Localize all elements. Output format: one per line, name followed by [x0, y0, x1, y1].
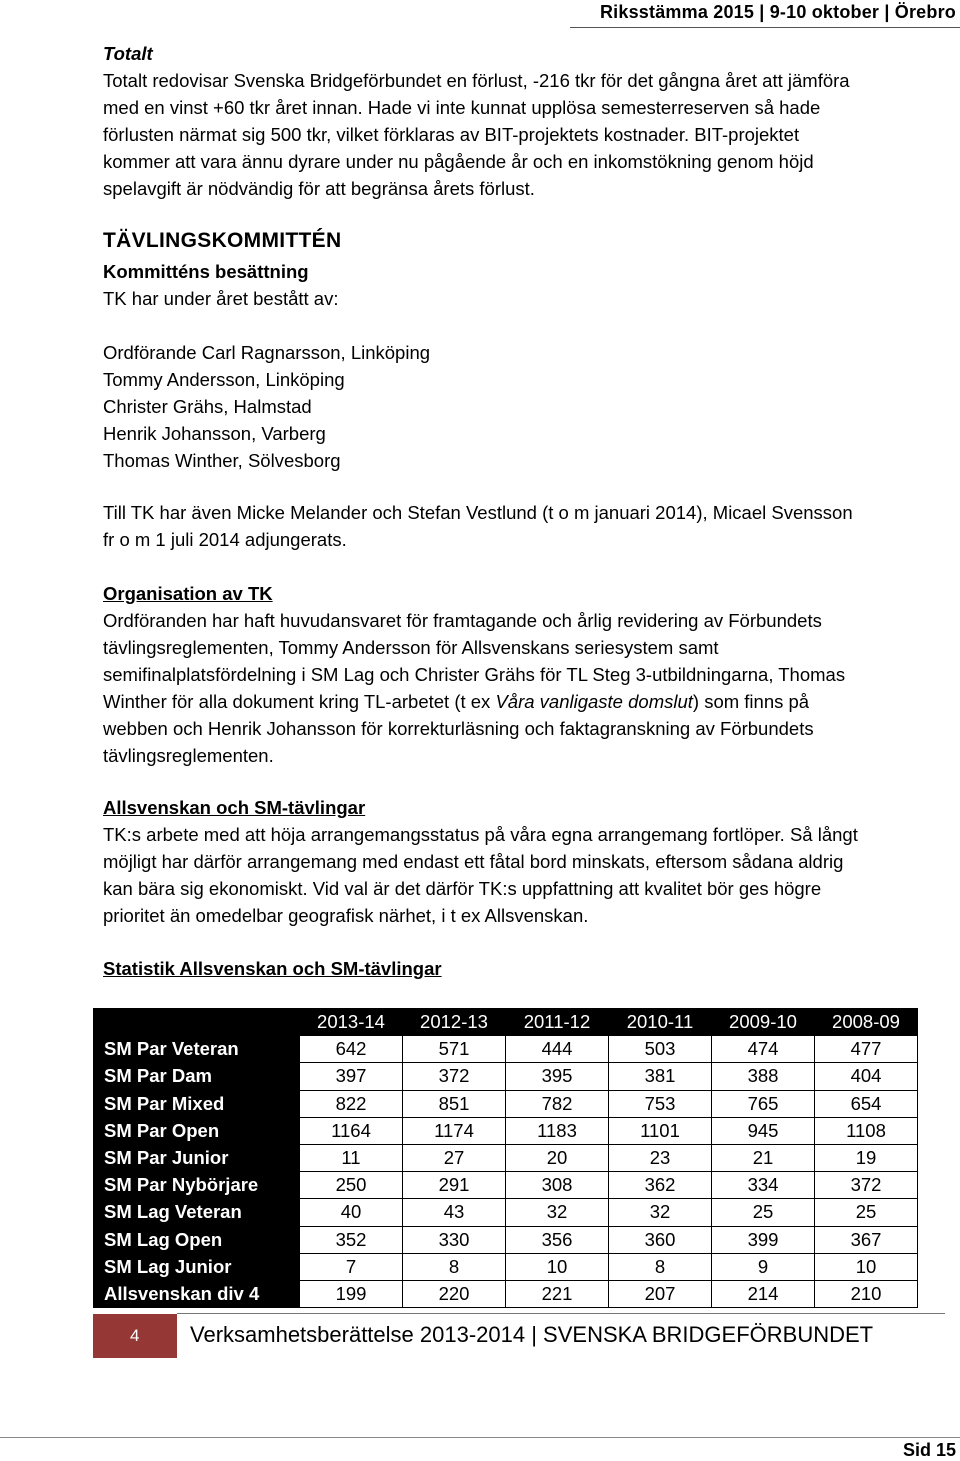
statistics-heading: Statistik Allsvenskan och SM-tävlingar — [103, 958, 442, 979]
table-cell: 397 — [300, 1063, 403, 1090]
organisation-line-italic: Våra vanligaste domslut — [495, 691, 693, 712]
table-cell: 27 — [403, 1144, 506, 1171]
table-cell: 352 — [300, 1226, 403, 1253]
table-cell: 334 — [712, 1172, 815, 1199]
table-cell: 404 — [815, 1063, 918, 1090]
table-cell: 8 — [403, 1253, 506, 1280]
totalt-line: spelavgift är nödvändig för att begränsa årets förlust. — [103, 178, 535, 199]
table-cell: 21 — [712, 1144, 815, 1171]
row-label: SM Par Veteran — [94, 1036, 300, 1063]
table-row — [94, 1226, 918, 1253]
member-item: Tommy Andersson, Linköping — [103, 369, 345, 390]
year-header: 2009-10 — [712, 1009, 815, 1036]
inner-footer-divider — [177, 1313, 945, 1314]
totalt-line: med en vinst +60 tkr året innan. Hade vi inte kunnat upplösa semesterreserven så hade — [103, 97, 821, 118]
inner-page-number-box — [93, 1314, 177, 1358]
table-cell: 367 — [815, 1226, 918, 1253]
table-cell: 360 — [609, 1226, 712, 1253]
table-row — [94, 1280, 918, 1307]
table-cell: 291 — [403, 1172, 506, 1199]
organisation-section — [103, 580, 933, 769]
statistics-table — [93, 1008, 918, 1308]
year-header: 2008-09 — [815, 1009, 918, 1036]
table-cell: 32 — [609, 1199, 712, 1226]
table-cell: 1174 — [403, 1117, 506, 1144]
table-cell: 945 — [712, 1117, 815, 1144]
header-divider — [570, 27, 960, 28]
table-corner-cell — [94, 1009, 300, 1036]
allsvenskan-section — [103, 794, 933, 929]
composition-section — [103, 258, 933, 312]
totalt-line: förlusten närmat sig 500 tkr, vilket förklaras av BIT-projektets kostnader. BIT-projektet — [103, 124, 800, 145]
row-label: SM Par Junior — [94, 1144, 300, 1171]
table-cell: 10 — [815, 1253, 918, 1280]
row-label: SM Par Open — [94, 1117, 300, 1144]
table-cell: 372 — [403, 1063, 506, 1090]
table-body — [94, 1036, 918, 1308]
table-cell: 782 — [506, 1090, 609, 1117]
table-cell: 356 — [506, 1226, 609, 1253]
allsvenskan-line: möjligt har därför arrangemang med endast ett fåtal bord minskats, eftersom sådana aldrig — [103, 851, 844, 872]
table-cell: 214 — [712, 1280, 815, 1307]
table-cell: 654 — [815, 1090, 918, 1117]
table-cell: 220 — [403, 1280, 506, 1307]
allsvenskan-line: TK:s arbete med att höja arrangemangsstatus på våra egna arrangemang fortlöper. Så långt — [103, 824, 858, 845]
table-cell: 822 — [300, 1090, 403, 1117]
table-header-row — [94, 1009, 918, 1036]
statistics-heading-wrap — [103, 955, 933, 982]
organisation-line: Ordföranden har haft huvudansvaret för framtagande och årlig revidering av Förbundets — [103, 610, 822, 631]
table-row — [94, 1253, 918, 1280]
inner-page-number: 4 — [130, 1326, 140, 1345]
table-cell: 474 — [712, 1036, 815, 1063]
table-cell: 20 — [506, 1144, 609, 1171]
table-cell: 199 — [300, 1280, 403, 1307]
table-cell: 399 — [712, 1226, 815, 1253]
organisation-line-text: Winther för alla dokument kring TL-arbetet (t ex — [103, 691, 496, 712]
table-cell: 7 — [300, 1253, 403, 1280]
table-row — [94, 1199, 918, 1226]
organisation-line-text: ) som finns på — [692, 691, 810, 712]
table-cell: 10 — [506, 1253, 609, 1280]
year-header: 2010-11 — [609, 1009, 712, 1036]
totalt-line: kommer att vara ännu dyrare under nu pågående år och en inkomstökning genom höjd — [103, 151, 814, 172]
row-label: SM Par Nybörjare — [94, 1172, 300, 1199]
member-item: Henrik Johansson, Varberg — [103, 423, 326, 444]
table-cell: 362 — [609, 1172, 712, 1199]
section-title: TÄVLINGSKOMMITTÉN — [103, 229, 342, 252]
organisation-line: tävlingsreglementen, Tommy Andersson för Allsvenskans seriesystem samt — [103, 637, 719, 658]
table-cell: 1164 — [300, 1117, 403, 1144]
member-item: Thomas Winther, Sölvesborg — [103, 450, 341, 471]
organisation-line: webben och Henrik Johansson för korrekturläsning och faktagranskning av Förbundets — [103, 718, 814, 739]
table-cell: 8 — [609, 1253, 712, 1280]
table-cell: 25 — [815, 1199, 918, 1226]
table-row — [94, 1063, 918, 1090]
row-label: SM Lag Veteran — [94, 1199, 300, 1226]
organisation-line: tävlingsreglementen. — [103, 745, 274, 766]
year-header: 2012-13 — [403, 1009, 506, 1036]
table-cell: 330 — [403, 1226, 506, 1253]
allsvenskan-line: kan bära sig ekonomiskt. Vid val är det därför TK:s uppfattning att kvalitet bör ges högre — [103, 878, 822, 899]
table-cell: 753 — [609, 1090, 712, 1117]
member-item: Christer Grähs, Halmstad — [103, 396, 312, 417]
table-cell: 372 — [815, 1172, 918, 1199]
table-row — [94, 1144, 918, 1171]
table-row — [94, 1090, 918, 1117]
table-cell: 381 — [609, 1063, 712, 1090]
member-list — [103, 339, 933, 474]
table-cell: 250 — [300, 1172, 403, 1199]
table-cell: 765 — [712, 1090, 815, 1117]
table-cell: 1183 — [506, 1117, 609, 1144]
composition-heading: Kommitténs besättning — [103, 261, 309, 282]
row-label: Allsvenskan div 4 — [94, 1280, 300, 1307]
totalt-line: Totalt redovisar Svenska Bridgeförbundet en förlust, -216 tkr för det gångna året att jämföra — [103, 70, 850, 91]
table-cell: 477 — [815, 1036, 918, 1063]
table-cell: 395 — [506, 1063, 609, 1090]
table-cell: 851 — [403, 1090, 506, 1117]
table-cell: 308 — [506, 1172, 609, 1199]
table-cell: 503 — [609, 1036, 712, 1063]
table-cell: 571 — [403, 1036, 506, 1063]
organisation-heading: Organisation av TK — [103, 583, 273, 604]
table-cell: 11 — [300, 1144, 403, 1171]
composition-intro: TK har under året bestått av: — [103, 288, 339, 309]
table-row — [94, 1117, 918, 1144]
table-cell: 32 — [506, 1199, 609, 1226]
organisation-line — [103, 688, 933, 715]
adjunct-line: fr o m 1 juli 2014 adjungerats. — [103, 529, 347, 550]
year-header: 2013-14 — [300, 1009, 403, 1036]
table-cell: 221 — [506, 1280, 609, 1307]
table-cell: 642 — [300, 1036, 403, 1063]
table-cell: 207 — [609, 1280, 712, 1307]
inner-footer-title: Verksamhetsberättelse 2013-2014 | SVENSKA BRIDGEFÖRBUNDET — [190, 1322, 874, 1347]
table-cell: 9 — [712, 1253, 815, 1280]
allsvenskan-line: prioritet än omedelbar geografisk närhet, i t ex Allsvenskan. — [103, 905, 589, 926]
table-cell: 19 — [815, 1144, 918, 1171]
member-item: Ordförande Carl Ragnarsson, Linköping — [103, 342, 431, 363]
table-cell: 23 — [609, 1144, 712, 1171]
table-cell: 1101 — [609, 1117, 712, 1144]
table-cell: 388 — [712, 1063, 815, 1090]
row-label: SM Lag Junior — [94, 1253, 300, 1280]
page-footer-divider — [0, 1437, 960, 1438]
table-cell: 444 — [506, 1036, 609, 1063]
totalt-section — [103, 40, 933, 202]
table-cell: 40 — [300, 1199, 403, 1226]
table-cell: 25 — [712, 1199, 815, 1226]
organisation-line: semifinalplatsfördelning i SM Lag och Christer Grähs för TL Steg 3-utbildningarna, Thomas — [103, 664, 846, 685]
row-label: SM Lag Open — [94, 1226, 300, 1253]
table-row — [94, 1036, 918, 1063]
document-header: Riksstämma 2015 | 9-10 oktober | Örebro — [599, 2, 956, 22]
table-cell: 43 — [403, 1199, 506, 1226]
table-cell: 210 — [815, 1280, 918, 1307]
allsvenskan-heading: Allsvenskan och SM-tävlingar — [103, 797, 366, 818]
row-label: SM Par Dam — [94, 1063, 300, 1090]
adjunct-line: Till TK har även Micke Melander och Stefan Vestlund (t o m januari 2014), Micael Svensson — [103, 502, 853, 523]
totalt-heading: Totalt — [103, 43, 153, 64]
row-label: SM Par Mixed — [94, 1090, 300, 1117]
page-number: Sid 15 — [902, 1440, 956, 1460]
adjunct-paragraph — [103, 499, 933, 553]
table-row — [94, 1172, 918, 1199]
year-header: 2011-12 — [506, 1009, 609, 1036]
table-cell: 1108 — [815, 1117, 918, 1144]
